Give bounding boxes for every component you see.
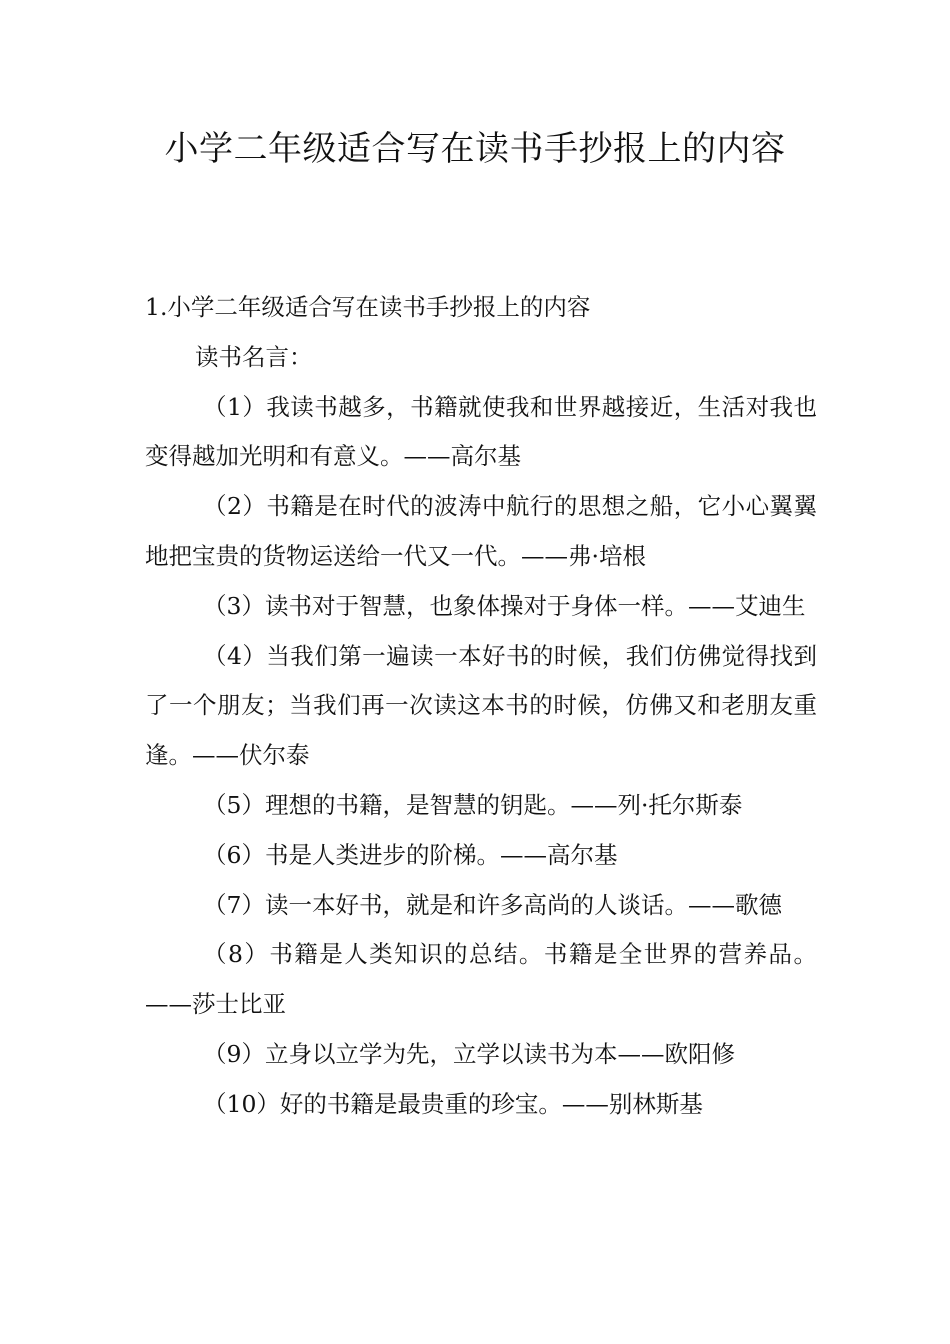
quote-item: （3）读书对于智慧，也象体操对于身体一样。——艾迪生 — [203, 591, 806, 620]
document-body — [145, 283, 817, 1130]
quote-item: （9）立身以立学为先，立学以读书为本——欧阳修 — [203, 1039, 735, 1068]
sub-heading: 读书名言： — [195, 342, 313, 371]
quote-item: （8）书籍是人类知识的总结。书籍是全世界的营养品。——莎士比亚 — [145, 940, 817, 1019]
document-title: 小学二年级适合写在读书手抄报上的内容 — [164, 129, 786, 169]
quote-item: （7）读一本好书，就是和许多高尚的人谈话。——歌德 — [203, 890, 782, 919]
quote-item: （1）我读书越多，书籍就使我和世界越接近，生活对我也变得越加光明和有意义。——高尔基 — [145, 392, 817, 471]
quote-list — [145, 383, 817, 1130]
section-heading: 1.小学二年级适合写在读书手抄报上的内容 — [145, 293, 591, 321]
quote-item: （2）书籍是在时代的波涛中航行的思想之船，它小心翼翼地把宝贵的货物运送给一代又一代。——弗·培根 — [145, 492, 817, 570]
quote-item: （4）当我们第一遍读一本好书的时候，我们仿佛觉得找到了一个朋友；当我们再一次读这本书的时候，仿佛又和老朋友重逢。——伏尔泰 — [145, 641, 817, 770]
quote-item: （10）好的书籍是最贵重的珍宝。——别林斯基 — [203, 1089, 703, 1118]
quote-item: （6）书是人类进步的阶梯。——高尔基 — [203, 840, 618, 869]
quote-item: （5）理想的书籍，是智慧的钥匙。——列·托尔斯泰 — [203, 790, 743, 819]
